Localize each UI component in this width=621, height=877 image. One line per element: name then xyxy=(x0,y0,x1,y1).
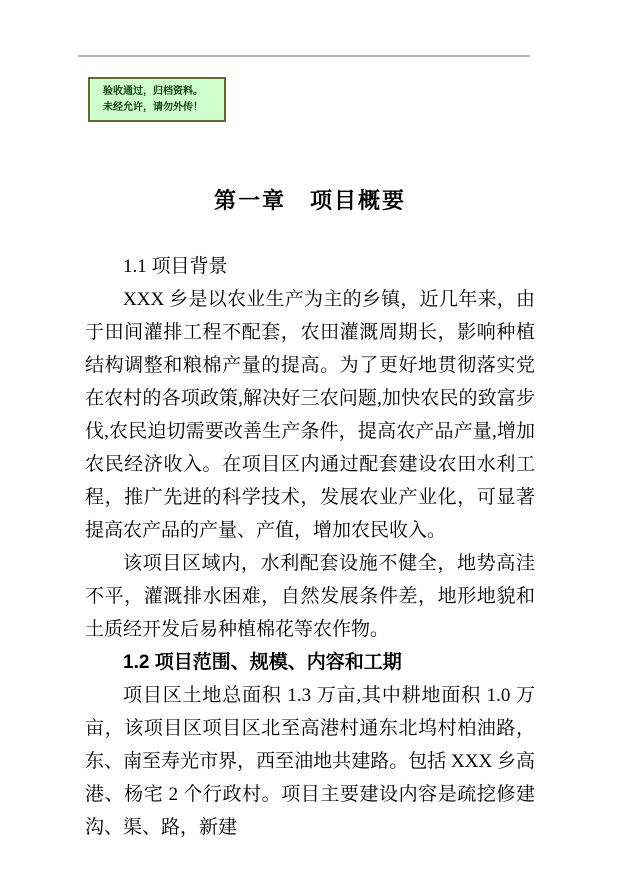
stamp-line-2: 未经允许，请勿外传！ xyxy=(103,101,203,113)
paragraph: XXX 乡是以农业生产为主的乡镇，近几年来，由于田间灌排工程不配套，农田灌溉周期长，影响种植结构调整和粮棉产量的提高。为了更好地贯彻落实党在农村的各项政策,解决好三农问题,加快农民的致富步伐,农民迫切需要改善生产条件，提高农产品产量,增加农民经济收入。在项目区内通过配套建设农田水利工程，推广先进的科学技术，发展农业产业化，可显著提高农产品的产量、产值，增加农民收入。 xyxy=(85,289,535,541)
document-body xyxy=(85,250,535,844)
section-heading-1-2: 1.2 项目范围、规模、内容和工期 xyxy=(123,652,402,673)
chapter-title: 第一章 项目概要 xyxy=(213,188,406,213)
stamp-line-1: 验收通过，归档资料。 xyxy=(103,85,203,97)
approval-stamp-box xyxy=(88,77,226,122)
header-divider xyxy=(78,55,530,57)
paragraph: 该项目区域内，水利配套设施不健全，地势高洼不平，灌溉排水困难，自然发展条件差，地形地貌和土质经开发后易种植棉花等农作物。 xyxy=(85,553,535,640)
section-heading-1-1: 1.1 项目背景 xyxy=(123,256,228,277)
paragraph: 项目区土地总面积 1.3 万亩,其中耕地面积 1.0 万亩，该项目区项目区北至高港村通东北坞村柏油路，东、南至寿光市界，西至油地共建路。包括 XXX 乡高港、杨宅 2 个行政村。项目主要建设内容是疏挖修建沟、渠、路，新建 xyxy=(85,685,535,838)
